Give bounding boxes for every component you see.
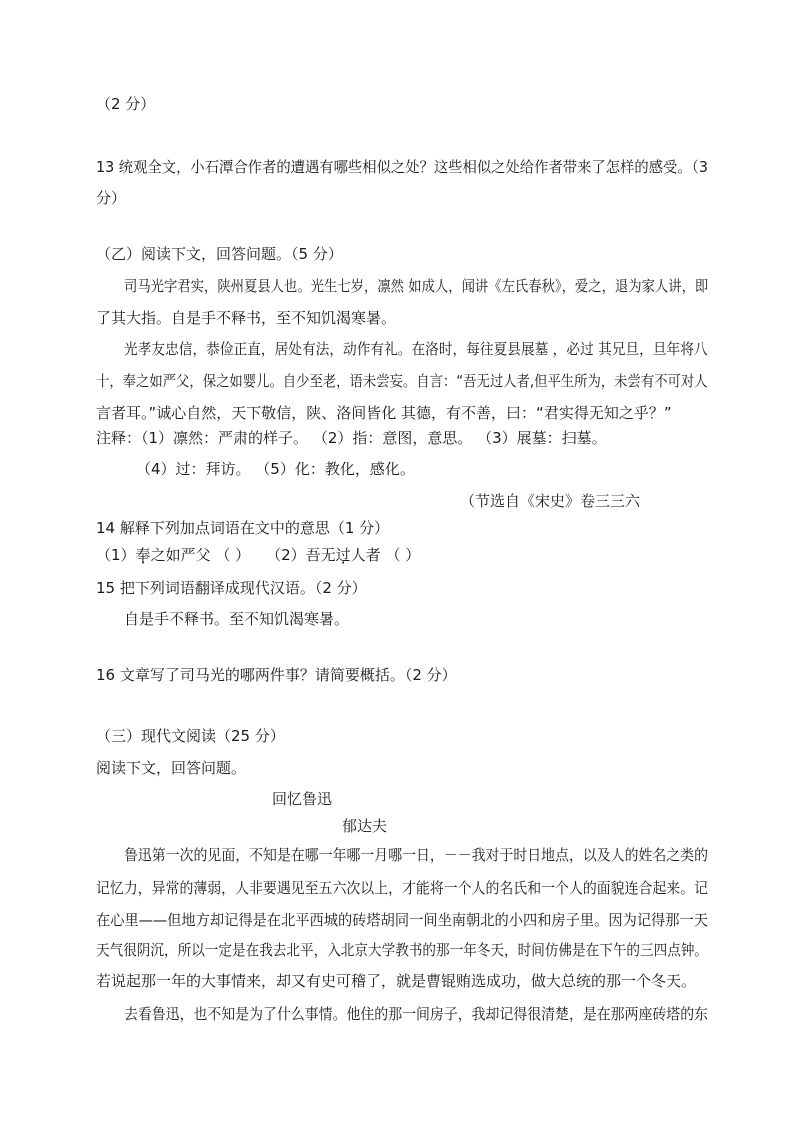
section-san-instruction: 阅读下文，回答问题。: [96, 759, 247, 777]
q14-item1-prefix: （1）: [96, 546, 136, 564]
q14-item1-rest: 之如严父 （ ）: [150, 546, 251, 564]
passage-p1-line2: 了其大指。自是手不释书，至不知饥渴寒暑。: [96, 309, 397, 327]
passage-p1-line1: 司马光字君实，陕州夏县人也。光生七岁，凛然 如成人，闻讲《左氏春秋》，爱之，退为家人讲，即: [124, 277, 709, 295]
q15-text: 自是手不释书。至不知饥渴寒暑。: [124, 610, 350, 628]
article-p2-line1: 去看鲁迅，也不知是为了什么事情。他住的那一间房子，我却记得很清楚，是在那两座砖塔的东: [124, 1005, 709, 1023]
article-p1-line5: 若说起那一年的大事情来，却又有史可稽了，就是曹锟贿选成功，做大总统的那一个冬天。: [96, 972, 697, 990]
article-p1-line2: 记忆力，异常的薄弱，人非要遇见至五六次以上，才能将一个人的名氏和一个人的面貌连合起来。记: [96, 879, 709, 897]
q12-score: （2 分）: [96, 95, 156, 113]
article-p1-line1: 鲁迅第一次的见面，不知是在哪一年哪一月哪一日，－－我对于时日地点，以及人的姓名之类的: [124, 846, 709, 864]
article-p1-line3: 在心里——但地方却记得是在北平西城的砖塔胡同一间坐南朝北的小四和房子里。因为记得那一天: [96, 911, 708, 929]
source-citation: （节选自《宋史》卷三三六: [460, 492, 641, 510]
notes-line2: （4）过：拜访。 （5）化：教化，感化。: [136, 460, 415, 478]
q15-title: 15 把下列词语翻译成现代汉语。（2 分）: [96, 579, 367, 597]
passage-p2-line3: 言者耳。”诚心自然，天下敬信，陕、洛间皆化 其德，有不善，曰：“君实得无知之乎？”: [96, 404, 672, 422]
q14-item2-prefix: （2）吾无: [266, 546, 336, 564]
q14-item1-dotted-word: 奉: [135, 546, 151, 564]
q14-item2-rest: 人者 （ ）: [350, 546, 421, 564]
section-san-title: （三）现代文阅读（25 分）: [96, 727, 285, 745]
passage-p2-line1: 光孝友忠信，恭俭正直，居处有法，动作有礼。在洛时，每往夏县展墓 ，必过 其兄旦，旦年将八: [124, 340, 708, 358]
q16-title: 16 文章写了司马光的哪两件事？请简要概括。（2 分）: [96, 666, 457, 684]
q13-line2: 分）: [96, 189, 127, 207]
q14-items: [96, 545, 420, 565]
article-title: 回忆鲁迅: [272, 790, 333, 808]
notes-line1: 注释：（1）凛然：严肃的样子。 （2）指：意图，意思。 （3）展墓：扫墓。: [96, 429, 607, 447]
section-yi-title: （乙）阅读下文，回答问题。（5 分）: [96, 245, 343, 263]
q14-item2-dotted-word: 过: [335, 546, 351, 564]
q13-line1: 13 统观全文，小石潭合作者的遭遇有哪些相似之处？这些相似之处给作者带来了怎样的感受。（3: [96, 158, 708, 176]
article-author: 郁达夫: [342, 817, 388, 835]
article-p1-line4: 天气很阴沉，所以一定是在我去北平，入北京大学教书的那一年冬天，时间仿佛是在下午的三四点钟。: [96, 941, 709, 959]
passage-p2-line2: 十，奉之如严父，保之如婴儿。自少至老，语未尝妄。自言：“吾无过人者,但平生所为，未尝有不可对人: [96, 372, 708, 390]
q14-title: 14 解释下列加点词语在文中的意思（1 分）: [96, 519, 390, 537]
